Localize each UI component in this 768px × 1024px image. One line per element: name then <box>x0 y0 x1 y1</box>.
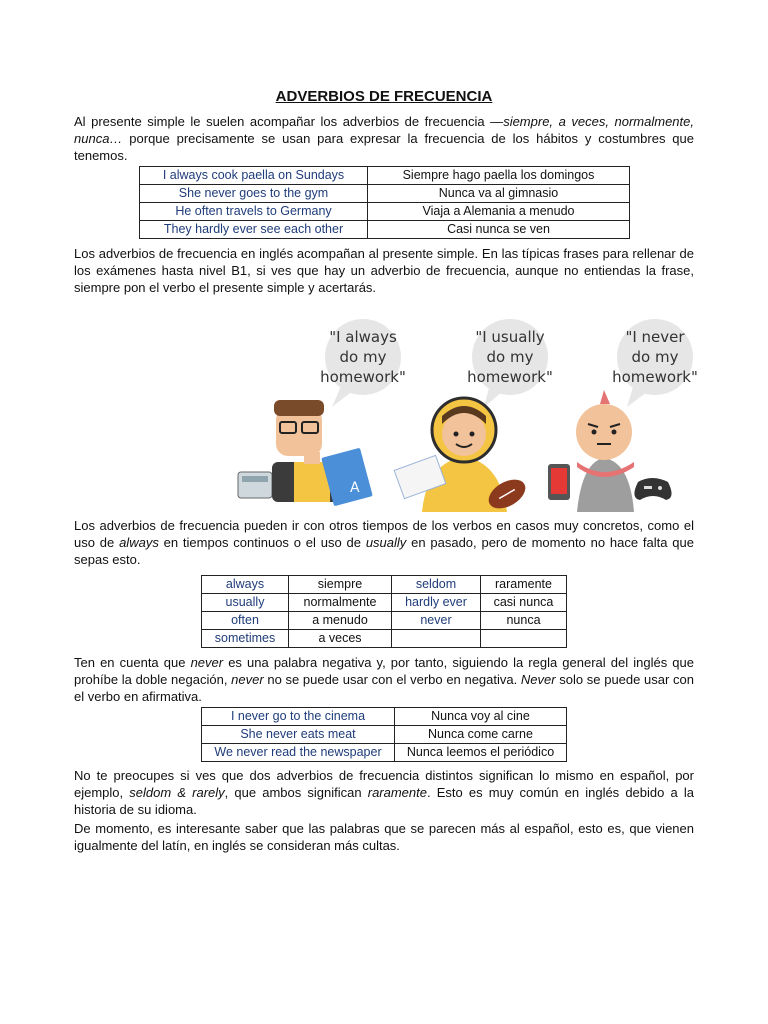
table-row: often a menudo never nunca <box>202 612 567 630</box>
table-row: He often travels to Germany Viaja a Alemania a menudo <box>140 203 630 221</box>
page-title: ADVERBIOS DE FRECUENCIA <box>275 88 493 105</box>
svg-text:A: A <box>350 480 360 496</box>
table-row: I always cook paella on Sundays Siempre hago paella los domingos <box>140 167 630 185</box>
bubble-line: "I always <box>329 328 397 346</box>
bubble-line: do my <box>486 348 534 366</box>
speech-bubble-always <box>320 319 406 407</box>
speech-bubble-never <box>612 319 698 407</box>
student-always-figure <box>238 400 373 506</box>
student-never-figure <box>548 390 672 512</box>
table-row: They hardly ever see each other Casi nunca se ven <box>140 221 630 239</box>
never-examples-table <box>201 707 567 762</box>
latin-paragraph: De momento, es interesante saber que las palabras que se parecen más al español, esto es, que vienen igualmente del latín, en inglés se consideran más cultas. <box>74 821 694 853</box>
table-row: usually normalmente hardly ever casi nunca <box>202 594 567 612</box>
student-usually-figure <box>394 398 530 514</box>
presente-simple-paragraph: Los adverbios de frecuencia en inglés acompañan al presente simple. En las típicas frases para rellenar de los exámenes hasta nivel B1, si ves que hay un adverbio de frecuencia, aunque no entiendas la frase, siempre pon el verbo el presente simple y acertarás. <box>74 246 694 295</box>
other-tenses-paragraph: Los adverbios de frecuencia pueden ir con otros tiempos de los verbos en casos muy concretos, como el uso de always en tiempos continuos o el uso de usually en pasado, pero de momento no hace falta que sepas esto. <box>74 518 694 567</box>
bubble-line: do my <box>631 348 679 366</box>
bubble-line: homework" <box>467 368 553 386</box>
bubble-line: "I never <box>625 328 685 346</box>
table-row: sometimes a veces <box>202 630 567 648</box>
table-row: She never eats meat Nunca come carne <box>202 726 567 744</box>
examples-table <box>139 166 630 239</box>
never-paragraph: Ten en cuenta que never es una palabra negativa y, por tanto, siguiendo la regla general del inglés que prohíbe la doble negación, never no se puede usar con el verbo en negativa. Never solo se puede usar con el verbo en afirmativa. <box>74 655 694 704</box>
bubble-line: homework" <box>612 368 698 386</box>
table-row: We never read the newspaper Nunca leemos el periódico <box>202 744 567 762</box>
table-row: always siempre seldom raramente <box>202 576 567 594</box>
bubble-line: "I usually <box>475 328 545 346</box>
intro-paragraph: Al presente simple le suelen acompañar los adverbios de frecuencia —siempre, a veces, normalmente, nunca… porque precisamente se usan para expresar la frecuencia de los hábitos y costumbres que tenemos. <box>74 114 694 163</box>
synonyms-paragraph: No te preocupes si ves que dos adverbios de frecuencia distintos significan lo mismo en español, por ejemplo, seldom & rarely, que ambos significan raramente. Esto es muy común en inglés debido a la historia de su idioma. <box>74 768 694 817</box>
homework-illustration <box>232 312 702 517</box>
adverbs-table <box>201 575 567 648</box>
table-row: She never goes to the gym Nunca va al gimnasio <box>140 185 630 203</box>
bubble-line: do my <box>339 348 387 366</box>
bubble-line: homework" <box>320 368 406 386</box>
table-row: I never go to the cinema Nunca voy al cine <box>202 708 567 726</box>
speech-bubble-usually <box>467 319 553 407</box>
